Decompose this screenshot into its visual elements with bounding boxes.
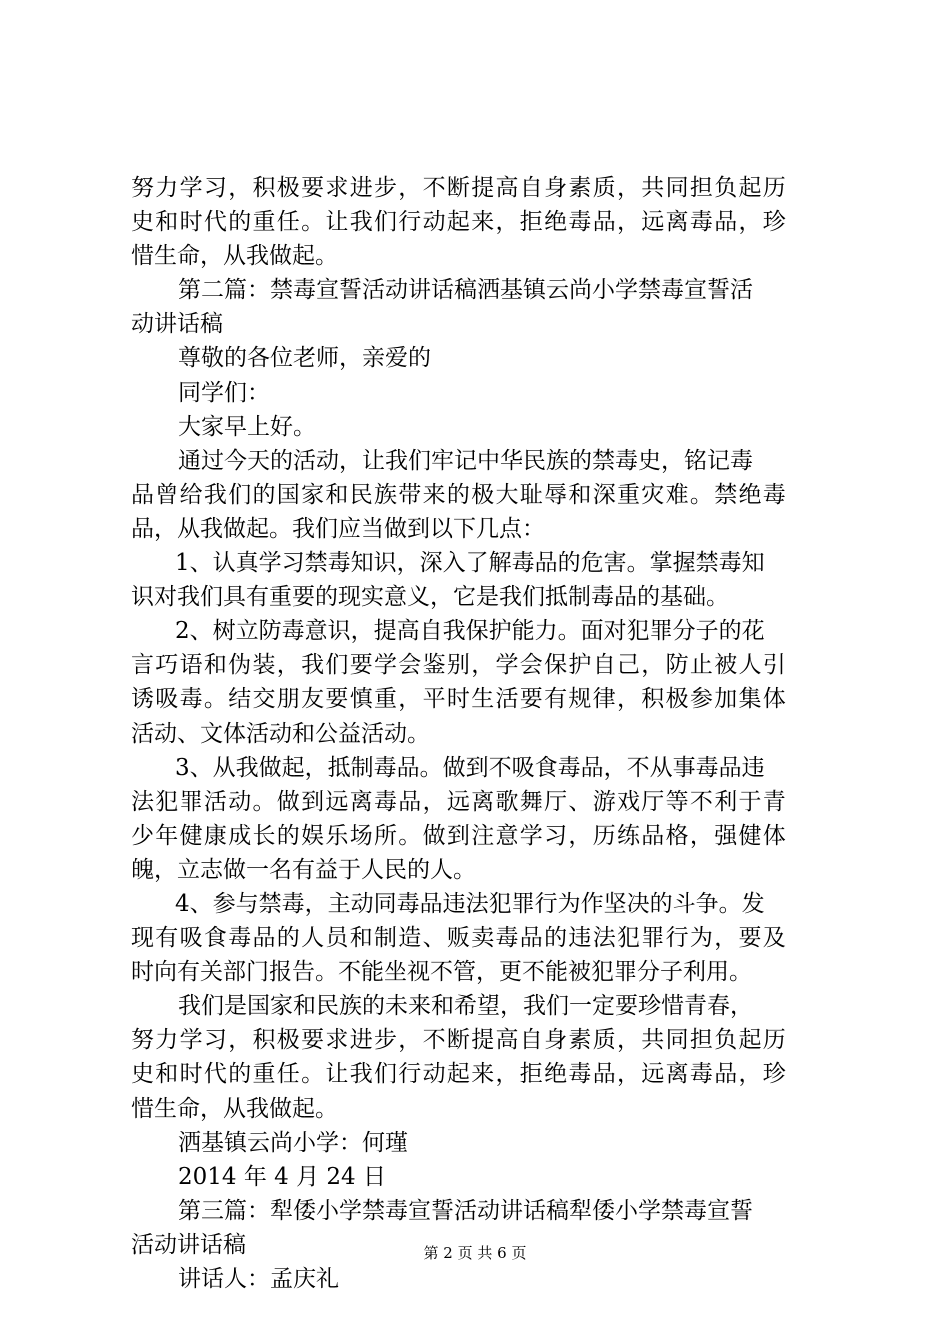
list-item-line: 2、树立防毒意识，提高自我保护能力。面对犯罪分子的花 bbox=[175, 618, 765, 645]
document-body bbox=[131, 171, 831, 1296]
text-line: 史和时代的重任。让我们行动起来，拒绝毒品，远离毒品，珍 bbox=[131, 209, 788, 236]
speaker-line: 讲话人：孟庆礼 bbox=[178, 1266, 339, 1292]
list-item-line: 法犯罪活动。做到远离毒品，远离歌舞厅、游戏厅等不利于青 bbox=[131, 788, 788, 815]
date-line: 2014 年 4 月 24 日 bbox=[178, 1163, 386, 1190]
list-item-line: 时向有关部门报告。不能坐视不管，更不能被犯罪分子利用。 bbox=[131, 959, 752, 986]
list-item-line: 3、从我做起，抵制毒品。做到不吸食毒品，不从事毒品违 bbox=[175, 754, 765, 781]
paragraph-line: 通过今天的活动，让我们牢记中华民族的禁毒史，铭记毒 bbox=[178, 447, 753, 474]
paragraph-line: 品曾给我们的国家和民族带来的极大耻辱和深重灾难。禁绝毒 bbox=[131, 481, 788, 508]
greeting: 大家早上好。 bbox=[178, 413, 316, 440]
section-heading: 第三篇：犁倭小学禁毒宣誓活动讲话稿犁倭小学禁毒宣誓 bbox=[178, 1197, 753, 1224]
paragraph-line: 惜生命，从我做起。 bbox=[131, 1095, 338, 1122]
paragraph-line: 品，从我做起。我们应当做到以下几点： bbox=[131, 515, 545, 542]
text-line: 惜生命，从我做起。 bbox=[131, 243, 338, 270]
section-heading-continued: 动讲话稿 bbox=[131, 311, 223, 338]
section-heading-continued: 活动讲话稿 bbox=[131, 1231, 246, 1258]
list-item-line: 4、参与禁毒，主动同毒品违法犯罪行为作坚决的斗争。发 bbox=[175, 890, 765, 917]
list-item-line: 识对我们具有重要的现实意义，它是我们抵制毒品的基础。 bbox=[131, 584, 729, 611]
paragraph-line: 努力学习，积极要求进步，不断提高自身素质，共同担负起历 bbox=[131, 1027, 788, 1054]
list-item-line: 魄，立志做一名有益于人民的人。 bbox=[131, 856, 476, 883]
paragraph-line: 我们是国家和民族的未来和希望，我们一定要珍惜青春， bbox=[178, 993, 753, 1020]
text-line: 努力学习，积极要求进步，不断提高自身素质，共同担负起历 bbox=[131, 175, 788, 201]
paragraph-line: 史和时代的重任。让我们行动起来，拒绝毒品，远离毒品，珍 bbox=[131, 1061, 788, 1088]
signature-line: 洒基镇云尚小学：何瑾 bbox=[178, 1129, 408, 1156]
list-item-line: 1、认真学习禁毒知识，深入了解毒品的危害。掌握禁毒知 bbox=[175, 550, 765, 577]
list-item-line: 现有吸食毒品的人员和制造、贩卖毒品的违法犯罪行为，要及 bbox=[131, 925, 788, 952]
salutation: 尊敬的各位老师，亲爱的 bbox=[178, 345, 431, 372]
list-item-line: 诱吸毒。结交朋友要慎重，平时生活要有规律，积极参加集体 bbox=[131, 686, 788, 713]
salutation: 同学们： bbox=[178, 379, 270, 406]
section-heading: 第二篇：禁毒宣誓活动讲话稿洒基镇云尚小学禁毒宣誓活 bbox=[178, 277, 753, 304]
page-footer: 第 2 页 共 6 页 bbox=[423, 1244, 527, 1262]
list-item-line: 言巧语和伪装，我们要学会鉴别，学会保护自己，防止被人引 bbox=[131, 652, 788, 679]
list-item-line: 少年健康成长的娱乐场所。做到注意学习，历练品格，强健体 bbox=[131, 822, 788, 849]
list-item-line: 活动、文体活动和公益活动。 bbox=[131, 720, 430, 747]
